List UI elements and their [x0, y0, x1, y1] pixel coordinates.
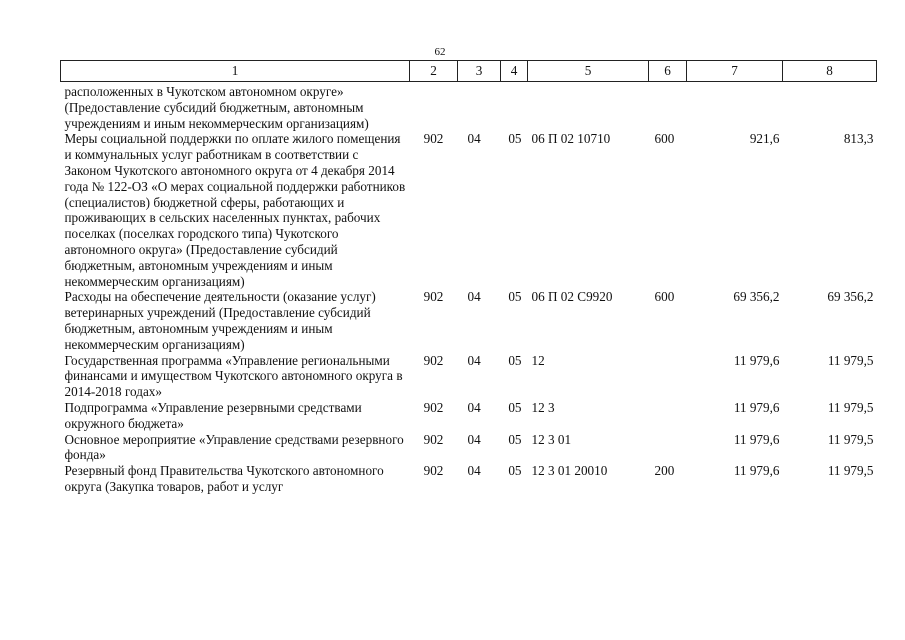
table-row: [61, 82, 877, 132]
table-row: [61, 289, 877, 352]
row-grbs: [410, 82, 458, 132]
header-col-1: 1: [61, 61, 410, 82]
row-csr: 12 3 01 20010: [531, 463, 608, 479]
row-rz: [458, 82, 501, 132]
row-sum-2: [783, 82, 877, 132]
row-sum-1: 69 356,2: [733, 289, 780, 305]
row-sum-1: 921,6: [749, 131, 780, 147]
row-sum-2: 11 979,5: [827, 399, 874, 415]
row-sum-2: 11 979,5: [827, 463, 874, 479]
row-sum-1: 11 979,6: [733, 352, 780, 368]
row-rz: 04: [467, 131, 481, 147]
row-grbs: 902: [423, 399, 444, 415]
row-grbs: 902: [423, 463, 444, 479]
row-rz: 04: [467, 431, 481, 447]
row-description: расположенных в Чукотском автономном округе» (Предоставление субсидий бюджетным, автономным учреждениям и иным некоммерческим организациям): [64, 84, 369, 131]
row-sum-1: [687, 82, 783, 132]
row-csr: 12 3 01: [531, 431, 572, 447]
row-csr: 06 П 02 10710: [531, 131, 611, 147]
row-sum-2: 69 356,2: [827, 289, 874, 305]
row-sum-1: 11 979,6: [733, 399, 780, 415]
row-vr: [649, 400, 687, 432]
row-csr: 06 П 02 С9920: [531, 289, 613, 305]
row-rz: 04: [467, 289, 481, 305]
row-sum-2: 11 979,5: [827, 352, 874, 368]
row-description: Резервный фонд Правительства Чукотского автономного округа (Закупка товаров, работ и услуг: [64, 463, 384, 494]
header-col-8: 8: [783, 61, 877, 82]
table-header: [61, 61, 877, 82]
table-body: [61, 82, 877, 495]
row-vr: [649, 353, 687, 400]
row-sum-1: 11 979,6: [733, 463, 780, 479]
row-pr: 05: [508, 131, 522, 147]
table-row: [61, 400, 877, 432]
row-description: Государственная программа «Управление региональными финансами и имуществом Чукотского автономного округа в 2014-2018 годах»: [64, 352, 403, 400]
budget-table: [60, 60, 877, 495]
table-row: [61, 131, 877, 289]
row-sum-2: 813,3: [843, 131, 874, 147]
header-col-7: 7: [687, 61, 783, 82]
row-description: Расходы на обеспечение деятельности (оказание услуг) ветеринарных учреждений (Предоставление субсидий бюджетным, автономным учреждениям и иным некоммерческим организациям): [64, 289, 376, 352]
row-grbs: 902: [423, 352, 444, 368]
row-vr: [649, 82, 687, 132]
header-col-2: 2: [410, 61, 458, 82]
table-row: [61, 353, 877, 400]
row-csr: 12 3: [531, 399, 555, 415]
table-row: [61, 463, 877, 495]
row-sum-2: 11 979,5: [827, 431, 874, 447]
page-number: 62: [434, 46, 446, 58]
row-csr: 12: [531, 352, 545, 368]
row-pr: 05: [508, 399, 522, 415]
row-rz: 04: [467, 352, 481, 368]
row-pr: [501, 82, 528, 132]
row-vr: [649, 432, 687, 464]
row-pr: 05: [508, 289, 522, 305]
header-col-5: 5: [528, 61, 649, 82]
row-grbs: 902: [423, 289, 444, 305]
row-csr: [528, 82, 649, 132]
row-pr: 05: [508, 352, 522, 368]
header-col-4: 4: [501, 61, 528, 82]
row-vr: 200: [654, 463, 675, 479]
row-pr: 05: [508, 431, 522, 447]
row-grbs: 902: [423, 431, 444, 447]
header-row: [61, 61, 877, 82]
header-col-6: 6: [649, 61, 687, 82]
row-vr: 600: [654, 131, 675, 147]
header-col-3: 3: [458, 61, 501, 82]
row-rz: 04: [467, 463, 481, 479]
row-sum-1: 11 979,6: [733, 431, 780, 447]
row-description: Меры социальной поддержки по оплате жилого помещения и коммунальных услуг работникам в соответствии с Законом Чукотского автономного округа от 4 декабря 2014 года № 122-ОЗ «О мерах социальной поддержки работников (специалистов) бюджетной сферы, работающих и проживающих в сельских населенных пунктах, рабочих поселках (поселках городского типа) Чукотского автономного округа» (Предоставление субсидий бюджетным, автономным учреждениям и иным некоммерческим организациям): [64, 131, 406, 289]
row-description: Основное мероприятие «Управление средствами резервного фонда»: [64, 431, 404, 463]
row-description: Подпрограмма «Управление резервными средствами окружного бюджета»: [64, 399, 362, 431]
table-row: [61, 432, 877, 464]
row-rz: 04: [467, 399, 481, 415]
row-grbs: 902: [423, 131, 444, 147]
row-pr: 05: [508, 463, 522, 479]
row-vr: 600: [654, 289, 675, 305]
